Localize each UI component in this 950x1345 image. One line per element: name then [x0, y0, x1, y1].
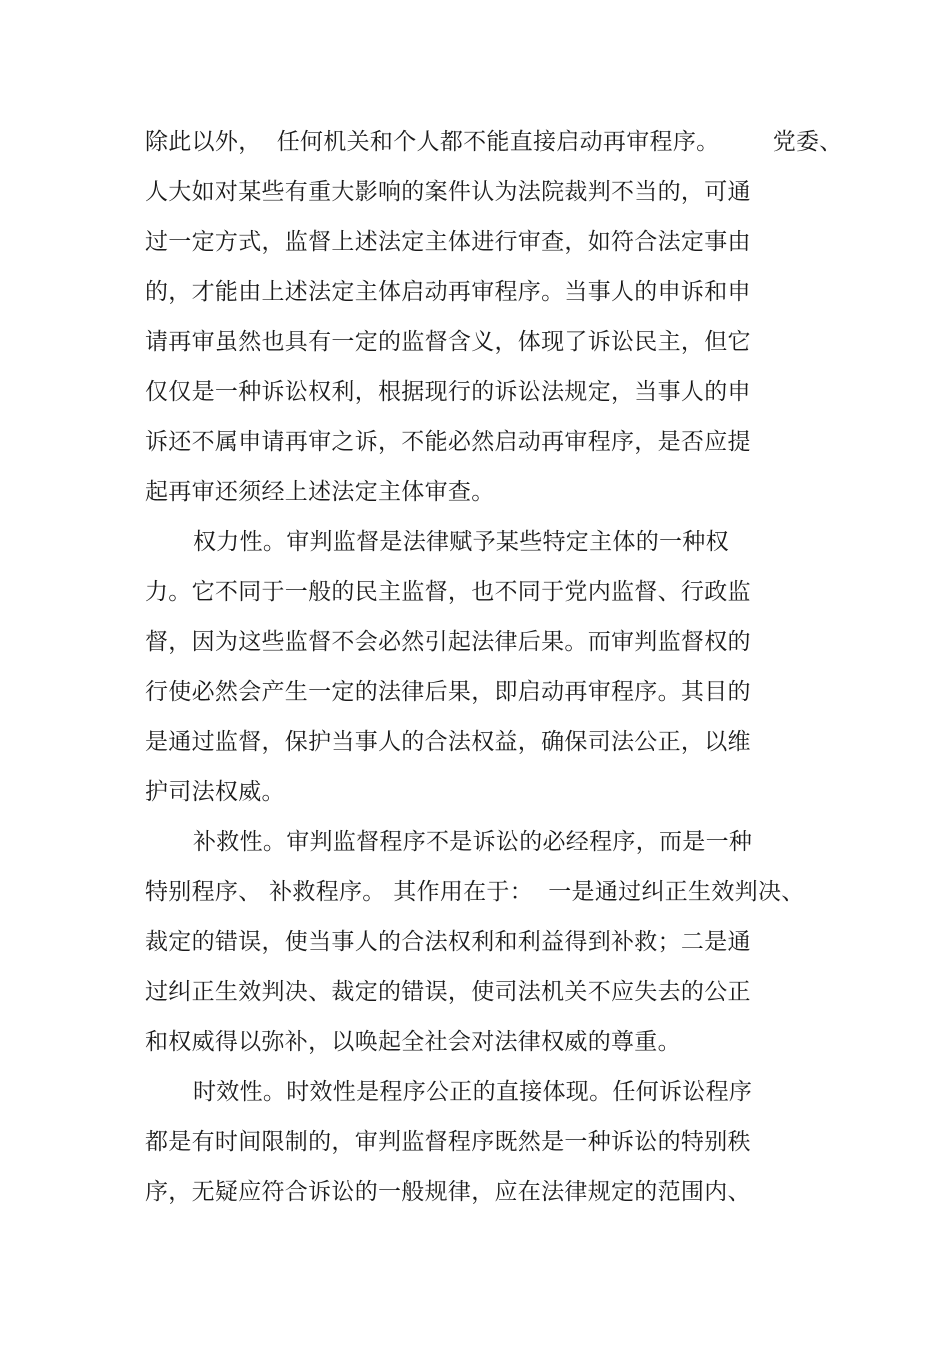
text-line: 行使必然会产生一定的法律后果，即启动再审程序。其目的: [145, 679, 751, 705]
text-line: 诉还不属申请再审之诉，不能必然启动再审程序，是否应提: [145, 429, 751, 455]
text-line: 裁定的错误，使当事人的合法权利和利益得到补救；二是通: [145, 929, 751, 955]
paragraph-first-line: 补救性。审判监督程序不是诉讼的必经程序，而是一种: [193, 829, 753, 855]
text-line: 是通过监督，保护当事人的合法权益，确保司法公正，以维: [145, 729, 751, 755]
text-line: 都是有时间限制的，审判监督程序既然是一种诉讼的特别秩: [145, 1129, 751, 1155]
text-line: 和权威得以弥补，以唤起全社会对法律权威的尊重。: [145, 1029, 681, 1055]
text-line: 力。它不同于一般的民主监督，也不同于党内监督、行政监: [145, 579, 751, 605]
text-line: 督，因为这些监督不会必然引起法律后果。而审判监督权的: [145, 629, 751, 655]
paragraph-first-line: 时效性。时效性是程序公正的直接体现。任何诉讼程序: [193, 1079, 753, 1105]
text-line: 仅仅是一种诉讼权利，根据现行的诉讼法规定，当事人的申: [145, 379, 751, 405]
text-line: 的，才能由上述法定主体启动再审程序。当事人的申诉和申: [145, 279, 751, 305]
text-line: 特别程序、 补救程序。 其作用在于： 一是通过纠正生效判决、: [145, 879, 805, 905]
text-line: 过纠正生效判决、裁定的错误，使司法机关不应失去的公正: [145, 979, 751, 1005]
text-line: 起再审还须经上述法定主体审查。: [145, 479, 495, 505]
paragraph-first-line: 权力性。审判监督是法律赋予某些特定主体的一种权: [193, 529, 729, 555]
text-line: 人大如对某些有重大影响的案件认为法院裁判不当的，可通: [145, 179, 751, 205]
text-line: 请再审虽然也具有一定的监督含义，体现了诉讼民主，但它: [145, 329, 751, 355]
text-line: 序，无疑应符合诉讼的一般规律，应在法律规定的范围内、: [145, 1179, 751, 1205]
text-line: 过一定方式，监督上述法定主体进行审查，如符合法定事由: [145, 229, 751, 255]
text-line: 除此以外， 任何机关和个人都不能直接启动再审程序。 党委、: [145, 129, 843, 155]
text-line: 护司法权威。: [145, 779, 285, 805]
